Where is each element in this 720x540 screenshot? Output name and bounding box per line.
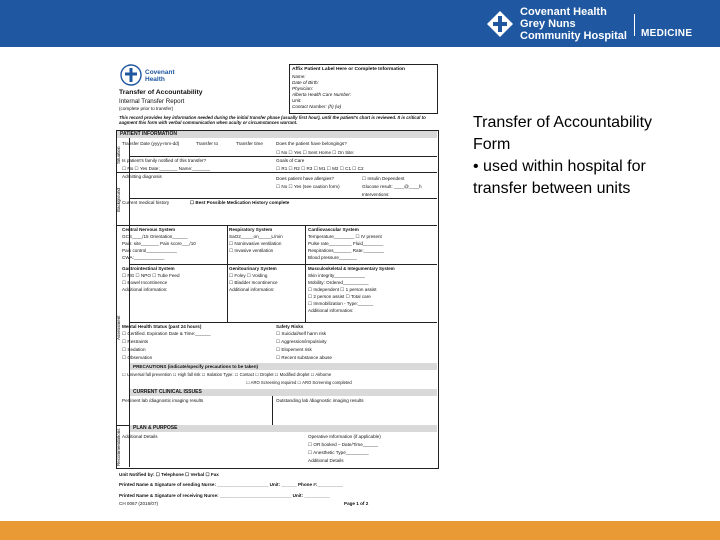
cardio-heading: Cardiovascular System bbox=[308, 227, 359, 232]
field-belongings-options: ☐ No ☐ Yes ☐ Sent Home ☐ On Site: bbox=[276, 150, 355, 155]
field-family-options: ☐ No ☐ Yes Date:_______ Name:_______ bbox=[122, 166, 211, 171]
mental-line-1: ☐ Certified. Expiration Date & Time:______ bbox=[122, 331, 211, 336]
form-title: Transfer of Accountability bbox=[119, 89, 203, 96]
rule-a bbox=[129, 156, 437, 157]
gu-heading: Genitourinary System bbox=[229, 266, 277, 271]
caption-line-3: • used within hospital for bbox=[473, 158, 646, 175]
safety-line-1: ☐ Suicidal/self harm risk bbox=[276, 331, 327, 336]
safety-line-2: ☐ Aggression/impulsivity bbox=[276, 339, 327, 344]
field-transfer-date: Transfer Date (yyyy-mm-dd) bbox=[122, 141, 180, 146]
field-unit-notified: Unit Notified by: ☐ Telephone ☐ Verbal ☐ Fax bbox=[119, 472, 219, 477]
field-insulin: ☐ Insulin Dependent bbox=[362, 176, 405, 181]
field-transfer-to: Transfer to bbox=[196, 141, 219, 146]
msk-line-1: Skin integrity____________ bbox=[308, 273, 365, 278]
label-field-unit: Unit: bbox=[292, 98, 302, 103]
msk-line-4: ☐ 2 person assist ☐ Total care bbox=[308, 294, 371, 299]
resp-heading: Respiratory System bbox=[229, 227, 273, 232]
field-allergies-options: ☐ No ☐ Yes (see caution form) bbox=[276, 184, 340, 189]
rule-f bbox=[129, 322, 437, 323]
side-rule-2 bbox=[116, 225, 129, 226]
cns-line-2: Pain: site_______ Pain score___/10 bbox=[122, 241, 196, 246]
col-div-3 bbox=[272, 396, 273, 425]
section-patient-info: PATIENT INFORMATION bbox=[117, 131, 437, 138]
form-page bbox=[116, 60, 438, 506]
form-intro: This record provides key information needed during the initial transfer phase (usually first hour), until the patient's chart is reviewed. It is critical to augment this form with verbal communication when acuity or circumstances warrant. bbox=[119, 115, 426, 125]
field-family: Is patient's family notified of this transfer? bbox=[122, 158, 207, 163]
cns-line-3: Pain control____________ bbox=[122, 248, 177, 253]
logo-department: MEDICINE bbox=[641, 28, 693, 39]
caption-line-4: transfer between units bbox=[473, 180, 631, 197]
field-operative: Operative Information (if applicable) bbox=[308, 434, 381, 439]
label-field-dob: Date of Birth: bbox=[292, 80, 319, 85]
logo-line-2: Grey Nuns bbox=[520, 18, 576, 30]
field-goals-options: ☐ R1 ☐ R2 ☐ R3 ☐ M1 ☐ M2 ☐ C1 ☐ C2 bbox=[276, 166, 364, 171]
msk-line-3: ☐ Independent ☐ 1 person assist bbox=[308, 287, 377, 292]
field-transfer-time: Transfer time bbox=[236, 141, 263, 146]
rule-e bbox=[129, 264, 437, 265]
mental-line-2: ☐ Restraints bbox=[122, 339, 149, 344]
operative-line-2: ☐ Anesthetic Type_________ bbox=[308, 450, 369, 455]
cardio-line-1: Temperature________ ☐ IV present bbox=[308, 234, 382, 239]
field-receiving-nurse: Printed Name & Signature of receiving Nurse: ____________________________ Unit: __________ bbox=[119, 493, 330, 498]
operative-line-1: ☐ OR booked – Date/Time______ bbox=[308, 442, 379, 447]
field-belongings: Does the patient have belongings? bbox=[276, 141, 347, 146]
msk-line-6: Additional information: bbox=[308, 308, 354, 313]
form-brand-2: Health bbox=[145, 76, 165, 83]
rule-c bbox=[129, 198, 437, 199]
msk-line-2: Mobility: Ordered__________ bbox=[308, 280, 369, 285]
gu-line-2: ☐ Bladder Incontinence bbox=[229, 280, 278, 285]
section-clinical-issues: CURRENT CLINICAL ISSUES bbox=[130, 389, 437, 396]
field-glucose: Glucose result: ____@____h bbox=[362, 184, 422, 189]
form-page-number: Page 1 of 2 bbox=[344, 501, 369, 506]
hospital-logo bbox=[486, 6, 627, 42]
cardio-line-4: Blood pressure_______ bbox=[308, 255, 357, 260]
safety-line-4: ☐ Recent substance abuse bbox=[276, 355, 332, 360]
side-rule-1 bbox=[116, 172, 129, 173]
field-history: Current medical history bbox=[122, 200, 170, 205]
msk-heading: Musculoskeletal & Integumentary System bbox=[308, 266, 395, 271]
label-field-ahcn: Alberta Health Care Number: bbox=[292, 92, 352, 97]
resp-line-1: SaO2_____on_____L/min bbox=[229, 234, 283, 239]
gi-line-3: Additional information: bbox=[122, 287, 168, 292]
logo-divider bbox=[634, 14, 635, 36]
col-div-1 bbox=[227, 225, 228, 322]
field-additional: Additional Details bbox=[122, 434, 158, 439]
field-pertinent: Pertinent lab /diagnostic imaging results bbox=[122, 398, 204, 403]
rule-b bbox=[129, 172, 437, 173]
section-precautions: PRECAUTIONS (indicate/specify precautions to be taken) bbox=[130, 363, 437, 370]
field-bpmh: ☐ Best Possible Medication History complete bbox=[190, 200, 290, 205]
logo-text bbox=[520, 6, 627, 42]
label-field-physician: Physician: bbox=[292, 86, 313, 91]
precautions-line-2: ☐ ARO Screening required ☐ ARO Screening completed bbox=[246, 380, 352, 385]
field-outstanding: Outstanding lab /diagnostic imaging results bbox=[276, 398, 364, 403]
mental-line-3: ☐ Sedation bbox=[122, 347, 146, 352]
side-background: Background bbox=[116, 187, 121, 213]
operative-line-3: Additional Details bbox=[308, 458, 344, 463]
field-admitting: Admitting diagnosis bbox=[122, 174, 162, 179]
field-sending-nurse: Printed Name & Signature of sending Nurse: ____________________ Unit: ______ Phone #:__________ bbox=[119, 482, 343, 487]
side-rule-3 bbox=[116, 425, 129, 426]
side-assessment: Assessment bbox=[116, 315, 121, 340]
caption-line-1: Transfer of Accountability bbox=[473, 114, 653, 131]
slide-caption bbox=[473, 112, 703, 200]
resp-line-2: ☐ Noninvasive ventilation bbox=[229, 241, 282, 246]
mental-heading: Mental Health Status (past 24 hours) bbox=[122, 324, 202, 329]
gi-heading: Gastrointestinal System bbox=[122, 266, 175, 271]
gi-line-1: ☐ NG ☐ NPO ☐ Tube Feed bbox=[122, 273, 180, 278]
field-goals: Goals of Care bbox=[276, 158, 305, 163]
covenant-health-logo-icon bbox=[120, 64, 142, 86]
logo-line-3: Community Hospital bbox=[520, 30, 627, 42]
precautions-line-1: ☐ Universal fall prevention ☐ High fall risk ☐ Isolation Type: ☐ Contact ☐ Droplet ☐ Modified droplet ☐ Airborne bbox=[122, 372, 332, 377]
safety-heading: Safety Risks bbox=[276, 324, 304, 329]
form-subnote: (complete prior to transfer) bbox=[119, 106, 174, 111]
col-div-2 bbox=[305, 225, 306, 322]
safety-line-3: ☐ Elopement risk bbox=[276, 347, 312, 352]
cns-line-4: CWA:____________ bbox=[122, 255, 165, 260]
side-divider bbox=[129, 138, 130, 467]
cns-line-1: GCS____/15 Orientation______ bbox=[122, 234, 188, 239]
label-box-title: Affix Patient Label Here or Complete Information bbox=[292, 67, 406, 72]
caption-line-2: Form bbox=[473, 136, 511, 153]
form-code: CH 0067 (2016/07) bbox=[119, 501, 159, 506]
gu-line-3: Additional information: bbox=[229, 287, 275, 292]
cardio-line-3: Respirations_______ Rate:________ bbox=[308, 248, 385, 253]
resp-line-3: ☐ Invasive ventilation bbox=[229, 248, 274, 253]
side-recommendations: Recommendations bbox=[116, 428, 121, 466]
field-allergies: Does patient have allergies? bbox=[276, 176, 334, 181]
side-situation: Situation bbox=[116, 146, 121, 164]
label-field-name: Name: bbox=[292, 74, 306, 79]
section-plan: PLAN & PURPOSE bbox=[130, 425, 437, 432]
gu-line-1: ☐ Foley ☐ Voiding bbox=[229, 273, 268, 278]
mental-line-4: ☐ Observation bbox=[122, 355, 153, 360]
cns-heading: Central Nervous System bbox=[122, 227, 176, 232]
covenant-cross-icon bbox=[486, 10, 514, 38]
gi-line-2: ☐ Bowel Incontinence bbox=[122, 280, 168, 285]
field-interventions: Interventions: bbox=[362, 192, 390, 197]
logo-line-1: Covenant Health bbox=[520, 6, 607, 18]
label-field-contact: Contact Number: (h) (w) bbox=[292, 104, 342, 109]
footer-bar bbox=[0, 521, 720, 540]
msk-line-5: ☐ Immobilization - Type:______ bbox=[308, 301, 374, 306]
rule-d bbox=[129, 225, 437, 226]
cardio-line-2: Pulse rate_________ Fluid________ bbox=[308, 241, 384, 246]
form-subtitle: Internal Transfer Report bbox=[119, 98, 185, 105]
form-brand-1: Covenant bbox=[145, 69, 175, 76]
